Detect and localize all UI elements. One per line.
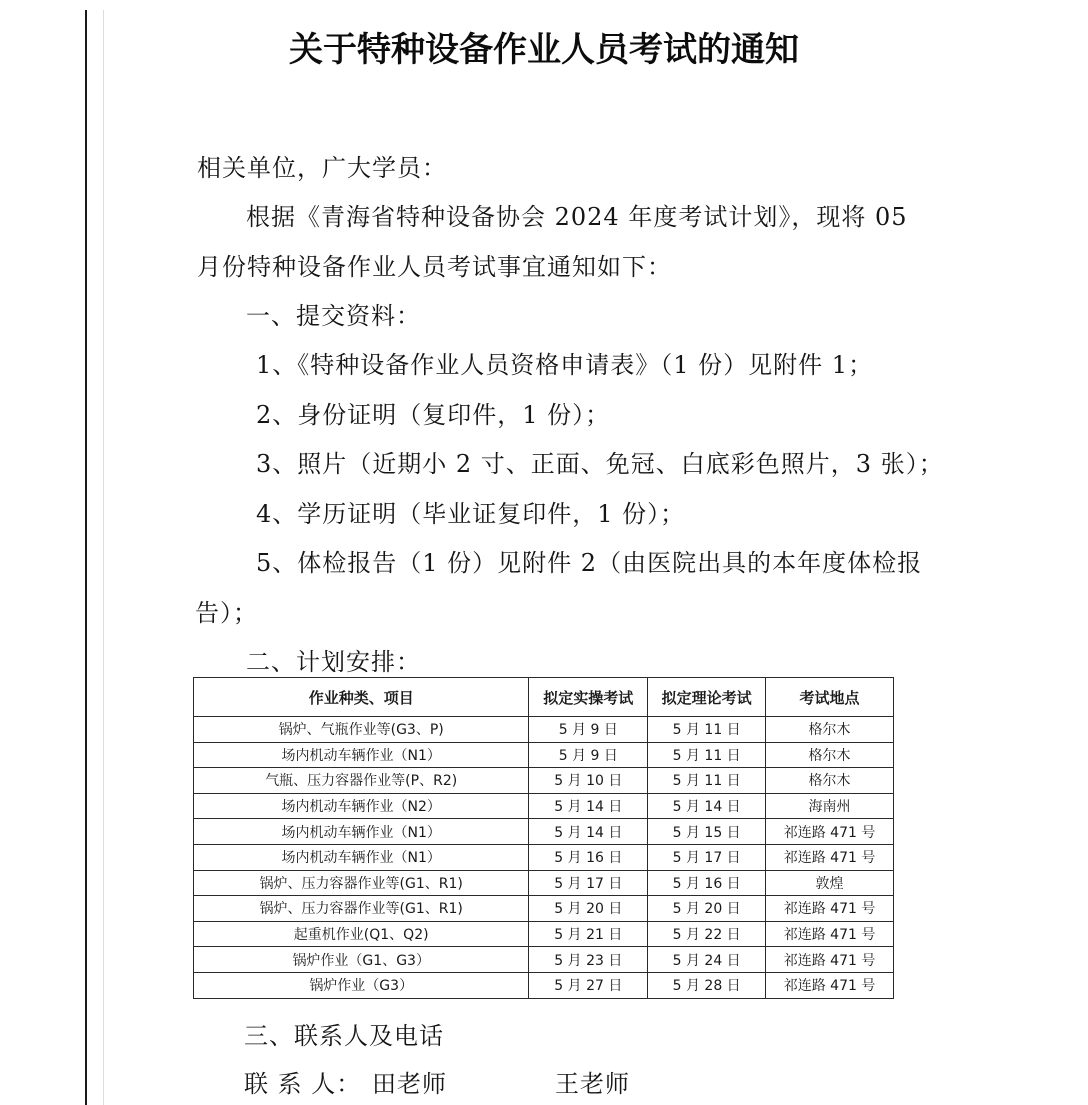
cell-category: 场内机动车辆作业（N1） bbox=[194, 819, 529, 845]
cell-theory-date: 5 月 17 日 bbox=[648, 844, 766, 870]
cell-theory-date: 5 月 14 日 bbox=[648, 793, 766, 819]
header-theory-exam: 拟定理论考试 bbox=[648, 678, 766, 717]
cell-category: 锅炉、压力容器作业等(G1、R1) bbox=[194, 870, 529, 896]
table-row bbox=[194, 793, 894, 819]
cell-location: 祁连路 471 号 bbox=[766, 819, 894, 845]
cell-theory-date: 5 月 15 日 bbox=[648, 819, 766, 845]
table-row bbox=[194, 896, 894, 922]
cell-category: 场内机动车辆作业（N1） bbox=[194, 742, 529, 768]
cell-location: 祁连路 471 号 bbox=[766, 947, 894, 973]
cell-location: 祁连路 471 号 bbox=[766, 896, 894, 922]
cell-theory-date: 5 月 11 日 bbox=[648, 768, 766, 794]
cell-location: 格尔木 bbox=[766, 768, 894, 794]
cell-category: 场内机动车辆作业（N1） bbox=[194, 844, 529, 870]
cell-practical-date: 5 月 14 日 bbox=[529, 793, 648, 819]
cell-location: 格尔木 bbox=[766, 717, 894, 743]
table-row bbox=[194, 870, 894, 896]
intro-line-1: 根据《青海省特种设备协会 2024 年度考试计划》，现将 05 bbox=[246, 203, 908, 231]
requirement-item-3: 3、照片（近期小 2 寸、正面、免冠、白底彩色照片，3 张）； bbox=[256, 450, 944, 478]
requirement-item-4: 4、学历证明（毕业证复印件，1 份）； bbox=[256, 500, 686, 528]
table-row bbox=[194, 844, 894, 870]
table-row bbox=[194, 768, 894, 794]
cell-practical-date: 5 月 10 日 bbox=[529, 768, 648, 794]
cell-theory-date: 5 月 28 日 bbox=[648, 972, 766, 998]
requirement-item-1: 1、《特种设备作业人员资格申请表》（1 份）见附件 1； bbox=[256, 351, 874, 379]
cell-practical-date: 5 月 27 日 bbox=[529, 972, 648, 998]
section-2-heading: 二、计划安排： bbox=[246, 648, 421, 676]
cell-theory-date: 5 月 11 日 bbox=[648, 742, 766, 768]
table-row bbox=[194, 717, 894, 743]
cell-practical-date: 5 月 9 日 bbox=[529, 717, 648, 743]
salutation: 相关单位，广大学员： bbox=[197, 154, 447, 182]
header-location: 考试地点 bbox=[766, 678, 894, 717]
cell-location: 祁连路 471 号 bbox=[766, 972, 894, 998]
section-1-heading: 一、提交资料： bbox=[246, 302, 421, 330]
header-practical-exam: 拟定实操考试 bbox=[529, 678, 648, 717]
cell-theory-date: 5 月 16 日 bbox=[648, 870, 766, 896]
cell-practical-date: 5 月 23 日 bbox=[529, 947, 648, 973]
cell-location: 海南州 bbox=[766, 793, 894, 819]
cell-location: 祁连路 471 号 bbox=[766, 844, 894, 870]
cell-practical-date: 5 月 17 日 bbox=[529, 870, 648, 896]
cell-category: 锅炉、气瓶作业等(G3、P) bbox=[194, 717, 529, 743]
cell-practical-date: 5 月 9 日 bbox=[529, 742, 648, 768]
cell-location: 格尔木 bbox=[766, 742, 894, 768]
cell-theory-date: 5 月 11 日 bbox=[648, 717, 766, 743]
cell-category: 锅炉作业（G3） bbox=[194, 972, 529, 998]
cell-practical-date: 5 月 20 日 bbox=[529, 896, 648, 922]
cell-location: 祁连路 471 号 bbox=[766, 921, 894, 947]
table-row bbox=[194, 972, 894, 998]
cell-theory-date: 5 月 22 日 bbox=[648, 921, 766, 947]
cell-category: 气瓶、压力容器作业等(P、R2) bbox=[194, 768, 529, 794]
requirement-item-5-continuation: 告）； bbox=[195, 599, 258, 627]
header-category: 作业种类、项目 bbox=[194, 678, 529, 717]
table-row bbox=[194, 742, 894, 768]
cell-practical-date: 5 月 21 日 bbox=[529, 921, 648, 947]
cell-category: 锅炉、压力容器作业等(G1、R1) bbox=[194, 896, 529, 922]
cell-location: 敦煌 bbox=[766, 870, 894, 896]
intro-line-2: 月份特种设备作业人员考试事宜通知如下： bbox=[197, 253, 672, 281]
table-row bbox=[194, 947, 894, 973]
table-row bbox=[194, 819, 894, 845]
page-margin-line-faint bbox=[103, 10, 104, 1105]
requirement-item-2: 2、身份证明（复印件，1 份）； bbox=[256, 401, 611, 429]
contact-label: 联 系 人： bbox=[244, 1070, 362, 1098]
table-header-row bbox=[194, 678, 894, 717]
page-margin-line bbox=[85, 10, 87, 1105]
cell-category: 锅炉作业（G1、G3） bbox=[194, 947, 529, 973]
cell-practical-date: 5 月 16 日 bbox=[529, 844, 648, 870]
document-title: 关于特种设备作业人员考试的通知 bbox=[289, 30, 799, 70]
section-3-heading: 三、联系人及电话 bbox=[244, 1022, 444, 1050]
table-row bbox=[194, 921, 894, 947]
exam-schedule-table bbox=[193, 677, 894, 999]
contact-person-2: 王老师 bbox=[555, 1070, 630, 1098]
contact-person-1: 田老师 bbox=[372, 1070, 447, 1098]
cell-category: 起重机作业(Q1、Q2) bbox=[194, 921, 529, 947]
cell-theory-date: 5 月 20 日 bbox=[648, 896, 766, 922]
cell-theory-date: 5 月 24 日 bbox=[648, 947, 766, 973]
requirement-item-5: 5、体检报告（1 份）见附件 2（由医院出具的本年度体检报 bbox=[256, 549, 923, 577]
cell-practical-date: 5 月 14 日 bbox=[529, 819, 648, 845]
cell-category: 场内机动车辆作业（N2） bbox=[194, 793, 529, 819]
